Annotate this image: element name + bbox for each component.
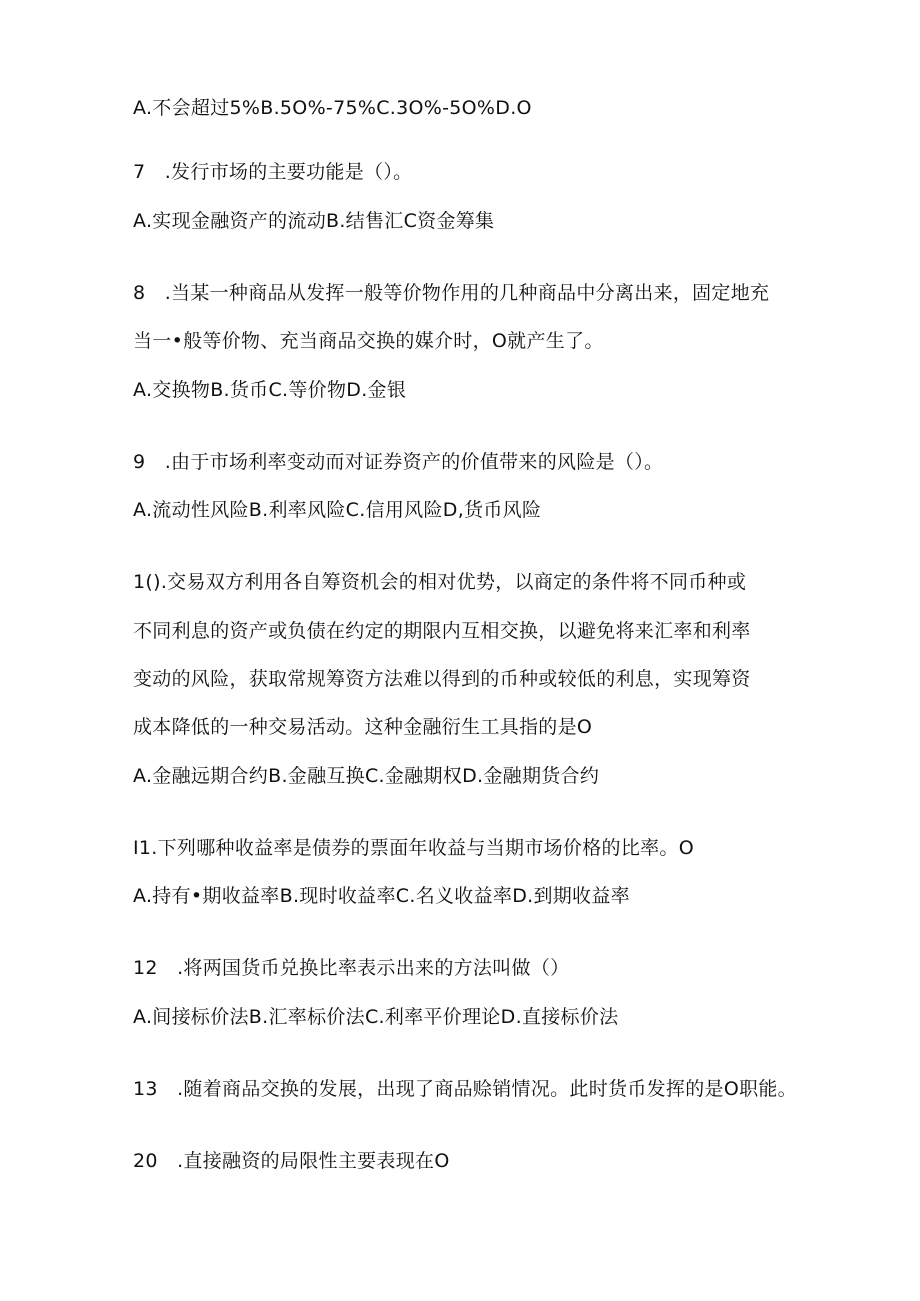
- question-20: 20 .直接融资的局限性主要表现在O: [133, 1150, 450, 1172]
- question-10-line-4: 成本降低的一种交易活动。这种金融衍生工具指的是O: [133, 716, 593, 738]
- answer-options-q6: A.不会超过5%B.5O%-75%C.3O%-5O%D.O: [133, 97, 532, 119]
- question-12: 12 .将两国货币兑换比率表示出来的方法叫做（）: [133, 957, 570, 979]
- answer-options-q8: A.交换物B.货币C.等价物D.金银: [133, 379, 407, 401]
- question-10-line-3: 变动的风险，获取常规筹资方法难以得到的币种或较低的利息，实现筹资: [133, 668, 751, 690]
- question-8-line-1: 8 .当某一种商品从发挥一般等价物作用的几种商品中分离出来，固定地充: [133, 282, 770, 304]
- answer-options-q7: A.实现金融资产的流动B.结售汇C资金筹集: [133, 210, 495, 232]
- answer-options-q11: A.持有•期收益率B.现时收益率C.名义收益率D.到期收益率: [133, 885, 630, 907]
- question-7: 7 .发行市场的主要功能是（）。: [133, 161, 413, 183]
- question-10-line-2: 不同利息的资产或负债在约定的期限内互相交换，以避免将来汇率和利率: [133, 620, 751, 642]
- answer-options-q10: A.金融远期合约B.金融互换C.金融期权D.金融期货合约: [133, 765, 600, 787]
- question-10-line-1: 1().交易双方利用各自筹资机会的相对优势，以商定的条件将不同币种或: [133, 571, 747, 593]
- question-9: 9 .由于市场利率变动而对证券资产的价值带来的风险是（）。: [133, 451, 664, 473]
- question-11: I1.下列哪种收益率是债券的票面年收益与当期市场价格的比率。O: [133, 837, 694, 859]
- question-8-line-2: 当一•般等价物、充当商品交换的媒介时，O就产生了。: [133, 330, 604, 352]
- answer-options-q12: A.间接标价法B.汇率标价法C.利率平价理论D.直接标价法: [133, 1006, 619, 1028]
- question-13: 13 .随着商品交换的发展，出现了商品赊销情况。此时货币发挥的是O职能。: [133, 1078, 797, 1100]
- answer-options-q9: A.流动性风险B.利率风险C.信用风险D,货币风险: [133, 499, 542, 521]
